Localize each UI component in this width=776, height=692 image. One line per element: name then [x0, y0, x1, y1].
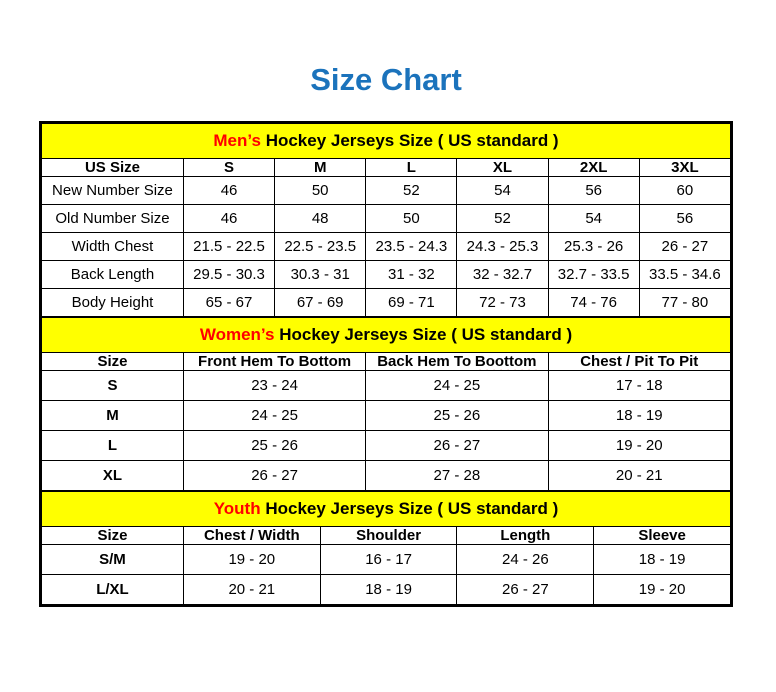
size-value-cell: 24.3 - 25.3: [457, 233, 548, 261]
size-chart: [39, 121, 733, 607]
table-row-youth-lxl: [42, 575, 731, 605]
youth-column-header-row: [42, 527, 731, 545]
size-value-cell: 30.3 - 31: [275, 261, 366, 289]
size-value-cell: 32.7 - 33.5: [548, 261, 639, 289]
size-value-cell: 16 - 17: [320, 545, 457, 575]
column-header-length: Length: [457, 527, 594, 545]
column-header-chest-pit: Chest / Pit To Pit: [548, 353, 730, 371]
youth-section-title-text: Hockey Jerseys Size ( US standard ): [265, 499, 559, 518]
womens-section-highlight: Women’s: [199, 325, 275, 344]
column-header-s: S: [183, 159, 274, 177]
size-value-cell: 20 - 21: [548, 461, 730, 491]
size-value-cell: 74 - 76: [548, 289, 639, 317]
size-value-cell: 25 - 26: [183, 431, 365, 461]
column-header-l: L: [366, 159, 457, 177]
size-value-cell: 46: [183, 177, 274, 205]
column-header-xl: XL: [457, 159, 548, 177]
table-row-back-length: [42, 261, 731, 289]
size-value-cell: 19 - 20: [183, 545, 320, 575]
table-row-womens-xl: [42, 461, 731, 491]
mens-section-header: [42, 124, 731, 159]
back-hem-label-misspelled: Boottom: [474, 353, 537, 370]
row-label: Old Number Size: [42, 205, 184, 233]
column-header-front-hem: Front Hem To Bottom: [183, 353, 365, 371]
column-header-back-hem: [366, 353, 548, 371]
youth-section-header-row: [42, 492, 731, 527]
size-value-cell: 46: [183, 205, 274, 233]
size-value-cell: 33.5 - 34.6: [639, 261, 730, 289]
column-header-shoulder: Shoulder: [320, 527, 457, 545]
size-value-cell: 23.5 - 24.3: [366, 233, 457, 261]
size-value-cell: 69 - 71: [366, 289, 457, 317]
size-value-cell: 17 - 18: [548, 371, 730, 401]
row-label: L/XL: [42, 575, 184, 605]
size-value-cell: 24 - 26: [457, 545, 594, 575]
size-value-cell: 50: [366, 205, 457, 233]
size-value-cell: 19 - 20: [548, 431, 730, 461]
column-header-sleeve: Sleeve: [594, 527, 731, 545]
column-header-m: M: [275, 159, 366, 177]
mens-size-table: [41, 123, 731, 317]
youth-section-header: [42, 492, 731, 527]
size-value-cell: 48: [275, 205, 366, 233]
size-value-cell: 21.5 - 22.5: [183, 233, 274, 261]
table-row-new-number-size: [42, 177, 731, 205]
size-value-cell: 27 - 28: [366, 461, 548, 491]
page-title: Size Chart: [310, 62, 462, 97]
row-label: S: [42, 371, 184, 401]
size-value-cell: 56: [639, 205, 730, 233]
youth-size-table: [41, 491, 731, 605]
size-value-cell: 31 - 32: [366, 261, 457, 289]
table-row-womens-m: [42, 401, 731, 431]
size-value-cell: 25.3 - 26: [548, 233, 639, 261]
table-row-womens-l: [42, 431, 731, 461]
column-header-size: Size: [42, 527, 184, 545]
row-label: XL: [42, 461, 184, 491]
size-value-cell: 67 - 69: [275, 289, 366, 317]
column-header-3xl: 3XL: [639, 159, 730, 177]
size-value-cell: 52: [457, 205, 548, 233]
row-label: L: [42, 431, 184, 461]
size-value-cell: 54: [548, 205, 639, 233]
mens-column-header-row: [42, 159, 731, 177]
size-value-cell: 26 - 27: [183, 461, 365, 491]
size-value-cell: 25 - 26: [366, 401, 548, 431]
table-row-old-number-size: [42, 205, 731, 233]
womens-section-header-row: [42, 318, 731, 353]
row-label: New Number Size: [42, 177, 184, 205]
column-header-size: Size: [42, 353, 184, 371]
mens-section-title-text: Hockey Jerseys Size ( US standard ): [265, 131, 559, 150]
mens-section-highlight: Men’s: [213, 131, 261, 150]
size-value-cell: 19 - 20: [594, 575, 731, 605]
size-value-cell: 18 - 19: [548, 401, 730, 431]
size-value-cell: 56: [548, 177, 639, 205]
size-value-cell: 26 - 27: [639, 233, 730, 261]
size-value-cell: 23 - 24: [183, 371, 365, 401]
size-value-cell: 24 - 25: [183, 401, 365, 431]
size-value-cell: 24 - 25: [366, 371, 548, 401]
table-row-body-height: [42, 289, 731, 317]
size-value-cell: 26 - 27: [457, 575, 594, 605]
row-label: Width Chest: [42, 233, 184, 261]
womens-section-header: [42, 318, 731, 353]
size-value-cell: 22.5 - 23.5: [275, 233, 366, 261]
back-hem-label-prefix: Back Hem To: [377, 353, 472, 370]
size-value-cell: 29.5 - 30.3: [183, 261, 274, 289]
row-label: M: [42, 401, 184, 431]
womens-size-table: [41, 317, 731, 491]
row-label: Back Length: [42, 261, 184, 289]
womens-section-title-text: Hockey Jerseys Size ( US standard ): [279, 325, 573, 344]
size-value-cell: 72 - 73: [457, 289, 548, 317]
size-value-cell: 54: [457, 177, 548, 205]
womens-column-header-row: [42, 353, 731, 371]
column-header-us-size: US Size: [42, 159, 184, 177]
table-row-womens-s: [42, 371, 731, 401]
size-value-cell: 52: [366, 177, 457, 205]
row-label: Body Height: [42, 289, 184, 317]
size-value-cell: 50: [275, 177, 366, 205]
column-header-chest-width: Chest / Width: [183, 527, 320, 545]
size-value-cell: 60: [639, 177, 730, 205]
column-header-2xl: 2XL: [548, 159, 639, 177]
size-value-cell: 32 - 32.7: [457, 261, 548, 289]
size-value-cell: 20 - 21: [183, 575, 320, 605]
size-value-cell: 18 - 19: [594, 545, 731, 575]
mens-section-header-row: [42, 124, 731, 159]
table-row-width-chest: [42, 233, 731, 261]
size-value-cell: 26 - 27: [366, 431, 548, 461]
size-value-cell: 18 - 19: [320, 575, 457, 605]
size-value-cell: 77 - 80: [639, 289, 730, 317]
row-label: S/M: [42, 545, 184, 575]
youth-section-highlight: Youth: [213, 499, 261, 518]
size-value-cell: 65 - 67: [183, 289, 274, 317]
table-row-youth-sm: [42, 545, 731, 575]
